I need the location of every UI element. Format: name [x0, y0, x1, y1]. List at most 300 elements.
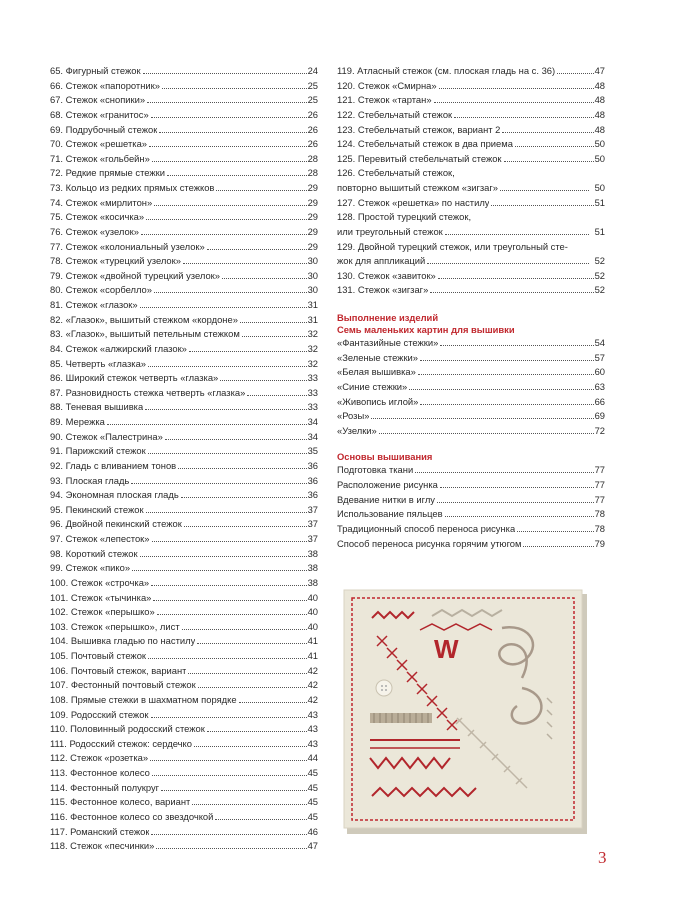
- toc-entry-page: 36: [307, 459, 318, 471]
- toc-entry-title: 113. Фестонное колесо: [50, 767, 150, 778]
- toc-entry-page: 29: [307, 211, 318, 223]
- toc-entry-page: 52: [594, 284, 605, 296]
- toc-entry-page: 25: [307, 79, 318, 91]
- dot-leader: [220, 380, 306, 381]
- toc-entry-page: 40: [307, 591, 318, 603]
- toc-entry-page: 38: [307, 576, 318, 588]
- dot-leader: [151, 117, 307, 118]
- toc-entry-title: 78. Стежок «турецкий узелок»: [50, 255, 181, 267]
- dot-leader: [418, 374, 594, 375]
- toc-entry-page: 51: [594, 196, 605, 208]
- dot-leader: [197, 643, 306, 644]
- toc-entry-page: 78: [594, 522, 605, 534]
- dot-leader: [152, 161, 307, 162]
- toc-entry-title: 121. Стежок «тартан»: [337, 94, 432, 106]
- dot-leader: [420, 360, 594, 361]
- toc-entry-page: 32: [307, 342, 318, 354]
- toc-entry-title: «Фантазийные стежки»: [337, 337, 439, 348]
- toc-entry-title: Традиционный способ переноса рисунка: [337, 522, 516, 534]
- toc-entry-title-continued: [337, 225, 589, 240]
- toc-entry-title: 128. Простой турецкий стежок,: [337, 211, 472, 223]
- toc-entry-title: «Синие стежки»: [337, 380, 408, 392]
- toc-entry: [50, 400, 318, 415]
- toc-entry: [50, 166, 318, 181]
- dot-leader: [151, 717, 307, 718]
- toc-entry: [337, 365, 605, 380]
- toc-entry-title: 67. Стежок «снопики»: [50, 94, 146, 106]
- toc-right-column: [337, 64, 605, 551]
- toc-entry: [337, 210, 605, 239]
- toc-entry-page: 30: [307, 284, 318, 296]
- dot-leader: [151, 585, 306, 586]
- toc-entry-page: 38: [307, 547, 318, 559]
- toc-entry-page: 32: [307, 357, 318, 369]
- dot-leader: [557, 73, 593, 74]
- toc-entry: [50, 810, 318, 825]
- toc-entry: [50, 605, 318, 620]
- toc-entry-title: 125. Перевитый стебельчатый стежок: [337, 152, 502, 164]
- dot-leader: [371, 418, 593, 419]
- toc-entry-title: 88. Теневая вышивка: [50, 401, 144, 413]
- toc-entry-page: 33: [307, 386, 318, 398]
- dot-leader: [181, 497, 307, 498]
- dot-leader: [427, 263, 589, 264]
- embroidery-sampler-photo: [342, 588, 589, 835]
- toc-entry-page: 48: [594, 108, 605, 120]
- toc-entry: [50, 152, 318, 167]
- dot-leader: [146, 219, 306, 220]
- toc-entry-page: 37: [307, 533, 318, 544]
- dot-leader: [198, 687, 307, 688]
- dot-leader: [215, 819, 306, 820]
- section-subheading-pictures: Семь маленьких картин для вышивки: [337, 324, 515, 335]
- dot-leader: [409, 389, 593, 390]
- toc-entry-page: 48: [594, 79, 605, 91]
- toc-entry: [50, 327, 318, 342]
- toc-entry-page: 52: [594, 269, 605, 281]
- dot-leader: [430, 292, 593, 293]
- toc-entry-title: 70. Стежок «решетка»: [50, 138, 147, 150]
- dot-leader: [182, 629, 307, 630]
- toc-entry: [50, 342, 318, 357]
- toc-entry-title: 87. Разновидность стежка четверть «глазка»: [50, 386, 246, 398]
- toc-entry-title: Расположение рисунка: [337, 479, 438, 490]
- toc-entry-title: 118. Стежок «песчинки»: [50, 840, 155, 852]
- toc-entry-page: 29: [307, 225, 318, 237]
- toc-entry: [50, 737, 318, 752]
- dot-leader: [165, 439, 307, 440]
- toc-entry-title: 91. Парижский стежок: [50, 445, 146, 457]
- toc-entry-page: 44: [307, 752, 318, 764]
- toc-entry-title: 98. Короткий стежок: [50, 547, 138, 559]
- toc-entry-title: 75. Стежок «косичка»: [50, 211, 145, 223]
- toc-entry-title: 120. Стежок «Смирна»: [337, 79, 437, 91]
- toc-entry-page: 63: [594, 380, 605, 392]
- dot-leader: [194, 746, 307, 747]
- toc-entry-title: 107. Фестонный почтовый стежок: [50, 679, 196, 691]
- toc-entry-title: 115. Фестонное колесо, вариант: [50, 796, 191, 808]
- toc-entry-page: 47: [594, 65, 605, 76]
- toc-entry-title: «Розы»: [337, 410, 370, 422]
- toc-entry-page: 46: [307, 825, 318, 837]
- toc-entry-page: 42: [307, 693, 318, 705]
- toc-entry-title: 112. Стежок «розетка»: [50, 752, 149, 764]
- toc-entry: [50, 386, 318, 401]
- toc-entry: [50, 93, 318, 108]
- toc-entry-page: 40: [307, 620, 318, 632]
- toc-entry: [50, 825, 318, 840]
- toc-entry: [50, 751, 318, 766]
- toc-entry-page: 28: [307, 152, 318, 164]
- toc-entry-page: 35: [307, 445, 318, 457]
- toc-list-right: [337, 64, 605, 298]
- toc-entry-page: 36: [307, 474, 318, 486]
- dot-leader: [153, 600, 306, 601]
- toc-entry-page: 50: [594, 152, 605, 164]
- dot-leader: [162, 88, 307, 89]
- toc-entry-title: «Белая вышивка»: [337, 366, 416, 378]
- toc-entry-title-continued: [337, 181, 589, 196]
- toc-entry: [50, 839, 318, 854]
- toc-entry: [50, 444, 318, 459]
- toc-entry: [337, 166, 605, 195]
- toc-entry-page: 41: [307, 635, 318, 647]
- toc-entry-title: 119. Атласный стежок (см. плоская гладь на с. 36): [337, 65, 556, 76]
- dot-leader: [207, 249, 307, 250]
- toc-entry-title: 77. Стежок «колониальный узелок»: [50, 240, 205, 252]
- toc-entry: [50, 254, 318, 269]
- dot-leader: [148, 453, 307, 454]
- toc-entry-page: 26: [307, 123, 318, 135]
- toc-entry: [337, 478, 605, 493]
- toc-entry: [50, 488, 318, 503]
- dot-leader: [434, 102, 594, 103]
- toc-entry: [50, 532, 318, 547]
- toc-entry-title: 100. Стежок «строчка»: [50, 576, 150, 588]
- dot-leader: [420, 404, 593, 405]
- toc-entry-page: 34: [307, 416, 318, 427]
- toc-entry-title: 108. Прямые стежки в шахматном порядке: [50, 693, 237, 705]
- dot-leader: [167, 175, 307, 176]
- toc-entry: [337, 537, 605, 552]
- toc-entry-title: 117. Романский стежок: [50, 825, 150, 837]
- dot-leader: [192, 804, 306, 805]
- toc-entry: [337, 424, 605, 439]
- dot-leader: [150, 760, 306, 761]
- toc-entry: [50, 269, 318, 284]
- toc-entry: [50, 634, 318, 649]
- toc-entry: [50, 123, 318, 138]
- dot-leader: [152, 775, 307, 776]
- toc-entry: [337, 351, 605, 366]
- toc-entry: [50, 620, 318, 635]
- dot-leader: [415, 472, 593, 473]
- toc-entry-title: Вдевание нитки в иглу: [337, 493, 435, 505]
- toc-entry-title-line2: повторно вышитый стежком «зигзаг»: [337, 182, 498, 193]
- toc-entry: [337, 395, 605, 410]
- toc-entry-title: 89. Мережка: [50, 416, 105, 427]
- toc-entry: [50, 181, 318, 196]
- toc-entry-title: 65. Фигурный стежок: [50, 65, 141, 76]
- page-number: 3: [598, 848, 607, 867]
- toc-entry-title: 110. Половинный родосский стежок: [50, 723, 205, 735]
- toc-entry-title: 130. Стежок «завиток»: [337, 269, 436, 281]
- section-heading-projects: Выполнение изделий: [337, 312, 439, 323]
- toc-entry-title: «Живопись иглой»: [337, 395, 419, 407]
- toc-entry: [50, 196, 318, 211]
- dot-leader: [159, 132, 306, 133]
- toc-entry-title: Способ переноса рисунка горячим утюгом: [337, 537, 522, 549]
- svg-text:W: W: [434, 634, 459, 664]
- toc-entry-page: 43: [307, 708, 318, 720]
- toc-entry: [50, 371, 318, 386]
- toc-entry: [50, 517, 318, 532]
- dot-leader: [454, 117, 593, 118]
- toc-entry-page: 77: [594, 493, 605, 505]
- dot-leader: [178, 468, 306, 469]
- dot-leader: [141, 234, 307, 235]
- dot-leader: [242, 336, 307, 337]
- toc-entry-title: 82. «Глазок», вышитый стежком «кордоне»: [50, 313, 238, 325]
- toc-entry: [337, 196, 605, 211]
- toc-entry-title: 105. Почтовый стежок: [50, 650, 147, 661]
- dot-leader: [132, 570, 307, 571]
- toc-entry-page: 24: [307, 65, 318, 76]
- toc-entry: [50, 474, 318, 489]
- dot-leader: [184, 526, 307, 527]
- toc-entry-page: 26: [307, 138, 318, 150]
- toc-entry-page: 29: [307, 240, 318, 252]
- toc-entry-page: 30: [307, 269, 318, 281]
- toc-entry-page: 57: [594, 351, 605, 363]
- toc-entry: [50, 415, 318, 430]
- toc-entry-title: 104. Вышивка гладью по настилу: [50, 635, 196, 647]
- toc-entry: [50, 225, 318, 240]
- toc-entry-page: 78: [594, 508, 605, 520]
- dot-leader: [216, 190, 306, 191]
- section-heading-basics: Основы вышивания: [337, 451, 433, 463]
- toc-entry-title: 94. Экономная плоская гладь: [50, 489, 179, 501]
- toc-entry: [337, 463, 605, 478]
- toc-entry: [337, 152, 605, 167]
- toc-entry: [337, 269, 605, 284]
- toc-entry-page: 42: [307, 679, 318, 691]
- toc-left-column: [50, 64, 318, 854]
- dot-leader: [189, 351, 307, 352]
- toc-list-left: [50, 64, 318, 854]
- toc-entry-title: 80. Стежок «сорбелло»: [50, 284, 152, 296]
- dot-leader: [207, 731, 307, 732]
- dot-leader: [515, 146, 594, 147]
- dot-leader: [161, 790, 306, 791]
- toc-entry: [50, 708, 318, 723]
- dot-leader: [504, 161, 594, 162]
- toc-list-pictures: [337, 336, 605, 438]
- dot-leader: [491, 205, 593, 206]
- toc-entry-title: 116. Фестонное колесо со звездочкой: [50, 810, 214, 822]
- toc-entry-title: 66. Стежок «папоротник»: [50, 79, 160, 91]
- toc-entry-page: 37: [307, 518, 318, 530]
- toc-entry-page: 31: [307, 313, 318, 325]
- dot-leader: [439, 88, 594, 89]
- toc-entry-title: 122. Стебельчатый стежок: [337, 108, 453, 120]
- toc-entry-title: 92. Гладь с вливанием тонов: [50, 459, 177, 471]
- toc-entry: [337, 493, 605, 508]
- dot-leader: [247, 395, 306, 396]
- toc-entry-page: 48: [594, 94, 605, 106]
- dot-leader: [148, 658, 307, 659]
- toc-entry-title: 84. Стежок «алжирский глазок»: [50, 342, 187, 354]
- toc-entry-title: 101. Стежок «тычинка»: [50, 591, 152, 603]
- dot-leader: [140, 307, 307, 308]
- toc-entry-title: 131. Стежок «зигзаг»: [337, 284, 429, 296]
- toc-entry: [50, 283, 318, 298]
- toc-entry-title: 124. Стебельчатый стежок в два приема: [337, 138, 513, 150]
- toc-entry-page: 47: [307, 840, 318, 852]
- toc-entry-title: Подготовка ткани: [337, 464, 414, 476]
- toc-entry-title: 111. Родосский стежок: сердечко: [50, 737, 192, 749]
- toc-entry: [50, 503, 318, 518]
- toc-entry-page: 29: [307, 196, 318, 208]
- toc-entry: [50, 430, 318, 445]
- toc-entry: [337, 409, 605, 424]
- toc-entry-title: 76. Стежок «узелок»: [50, 225, 139, 237]
- toc-entry-page: 41: [307, 650, 318, 661]
- toc-entry: [50, 357, 318, 372]
- toc-entry-title: 86. Широкий стежок четверть «глазка»: [50, 372, 219, 384]
- toc-entry: [337, 93, 605, 108]
- toc-entry-title: 99. Стежок «пико»: [50, 562, 131, 574]
- toc-entry-title: «Узелки»: [337, 424, 377, 436]
- toc-entry-page: 25: [307, 94, 318, 106]
- toc-entry-title: 83. «Глазок», вышитый петельным стежком: [50, 328, 240, 340]
- toc-entry-title-line2: жок для аппликаций: [337, 255, 426, 267]
- toc-entry: [337, 522, 605, 537]
- dot-leader: [154, 205, 306, 206]
- toc-entry-page: 31: [307, 299, 318, 310]
- dot-leader: [438, 278, 594, 279]
- dot-leader: [440, 345, 593, 346]
- toc-entry: [50, 108, 318, 123]
- dot-leader: [148, 366, 307, 367]
- toc-entry-title: 126. Стебельчатый стежок,: [337, 167, 455, 179]
- toc-entry: [50, 137, 318, 152]
- toc-entry-title: 90. Стежок «Палестрина»: [50, 430, 163, 442]
- toc-entry: [50, 678, 318, 693]
- toc-entry: [50, 298, 318, 313]
- toc-entry-page: 36: [307, 489, 318, 501]
- toc-entry: [50, 547, 318, 562]
- dot-leader: [240, 322, 307, 323]
- toc-entry-title: 85. Четверть «глазка»: [50, 357, 147, 369]
- toc-entry: [337, 380, 605, 395]
- dot-leader: [188, 673, 306, 674]
- toc-entry: [50, 693, 318, 708]
- dot-leader: [440, 487, 594, 488]
- toc-entry-title: 95. Пекинский стежок: [50, 503, 144, 515]
- dot-leader: [156, 848, 306, 849]
- toc-entry-page: 66: [594, 395, 605, 407]
- toc-entry: [50, 79, 318, 94]
- dot-leader: [437, 502, 594, 503]
- toc-entry-page: 38: [307, 562, 318, 574]
- toc-entry-title: 102. Стежок «перышко»: [50, 606, 155, 618]
- dot-leader: [145, 409, 306, 410]
- toc-entry-title: 97. Стежок «лепесток»: [50, 533, 150, 544]
- dot-leader: [523, 546, 593, 547]
- toc-entry-page: 79: [594, 537, 605, 549]
- toc-entry-page: 48: [594, 123, 605, 135]
- toc-entry: [337, 123, 605, 138]
- toc-entry-page: 43: [307, 737, 318, 749]
- dot-leader: [445, 234, 589, 235]
- toc-entry-page: 69: [594, 410, 605, 422]
- toc-entry-page: 26: [307, 108, 318, 120]
- toc-entry-title: 114. Фестонный полукруг: [50, 781, 160, 793]
- toc-entry-page: 77: [594, 479, 605, 490]
- toc-entry-page: 37: [307, 503, 318, 515]
- toc-entry: [337, 507, 605, 522]
- toc-entry-page: 42: [307, 664, 318, 676]
- toc-entry-title: 79. Стежок «двойной турецкий узелок»: [50, 269, 220, 281]
- toc-entry-page: 60: [594, 366, 605, 378]
- dot-leader: [517, 531, 593, 532]
- dot-leader: [140, 556, 307, 557]
- toc-entry: [50, 591, 318, 606]
- toc-entry: [50, 649, 318, 664]
- toc-entry-title: 109. Родосский стежок: [50, 708, 149, 720]
- toc-entry-page: 45: [307, 796, 318, 808]
- dot-leader: [147, 102, 307, 103]
- toc-entry: [50, 781, 318, 796]
- toc-entry: [337, 79, 605, 94]
- toc-entry-title: 74. Стежок «мирлитон»: [50, 196, 153, 208]
- dot-leader: [157, 614, 307, 615]
- toc-entry-title: 127. Стежок «решетка» по настилу: [337, 196, 490, 208]
- toc-entry: [50, 459, 318, 474]
- dot-leader: [152, 541, 307, 542]
- toc-entry: [50, 240, 318, 255]
- toc-entry: [50, 664, 318, 679]
- toc-entry-title: 106. Почтовый стежок, вариант: [50, 664, 187, 676]
- toc-entry-page: 72: [594, 424, 605, 436]
- toc-entry: [50, 722, 318, 737]
- toc-entry: [50, 313, 318, 328]
- toc-entry-title: 81. Стежок «глазок»: [50, 299, 138, 310]
- toc-entry: [50, 561, 318, 576]
- dot-leader: [143, 73, 307, 74]
- dot-leader: [379, 433, 594, 434]
- toc-entry-page: 33: [307, 372, 318, 384]
- dot-leader: [183, 263, 307, 264]
- toc-entry-page: 40: [307, 606, 318, 618]
- toc-entry-title: 129. Двойной турецкий стежок, или треугольный сте-: [337, 240, 568, 252]
- dot-leader: [222, 278, 307, 279]
- toc-entry-title-line2: или треугольный стежок: [337, 225, 443, 237]
- toc-entry-title-continued: [337, 254, 589, 269]
- toc-entry-page: 43: [307, 723, 318, 735]
- toc-entry-page: 51: [594, 225, 605, 237]
- toc-entry-title: 96. Двойной пекинский стежок: [50, 518, 182, 530]
- toc-entry: [337, 64, 605, 79]
- toc-entry: [337, 336, 605, 351]
- toc-entry-page: 50: [594, 138, 605, 150]
- dot-leader: [107, 424, 307, 425]
- toc-entry-page: 54: [594, 337, 605, 348]
- toc-entry-title: Использование пяльцев: [337, 508, 443, 520]
- toc-entry-title: 69. Подрубочный стежок: [50, 123, 158, 135]
- toc-entry: [50, 795, 318, 810]
